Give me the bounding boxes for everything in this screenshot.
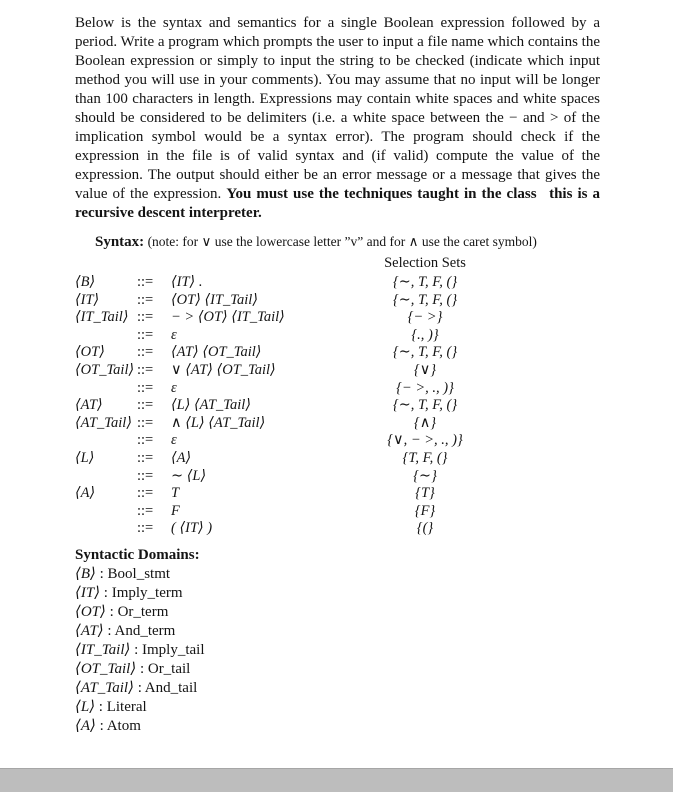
syntax-note: (note: for ∨ use the lowercase letter ”v” and for ∧ use the caret symbol): [144, 234, 537, 249]
domain-name: And_tail: [144, 679, 198, 696]
domain-nonterminal: ⟨OT_Tail⟩: [75, 660, 137, 677]
selection-set: {(}: [416, 520, 434, 537]
production-rhs: ∼ ⟨L⟩: [171, 467, 207, 484]
domain-separator: :: [95, 565, 108, 582]
production-operator: ::=: [137, 485, 154, 502]
selection-set: {F}: [414, 502, 436, 519]
selection-set: {∼, T, F, (}: [392, 344, 458, 361]
production-operator: ::=: [137, 291, 154, 308]
domain-name: And_term: [114, 622, 176, 639]
lhs-nonterminal: [75, 503, 137, 521]
lhs-nonterminal: ⟨B⟩: [75, 274, 96, 290]
production-operator: ::=: [137, 309, 154, 326]
domain-nonterminal: ⟨IT⟩: [75, 584, 101, 601]
grammar-row: [75, 397, 600, 415]
production-operator: ::=: [137, 397, 154, 414]
domain-item: [75, 641, 600, 660]
syntactic-domains-section: [75, 546, 600, 736]
production-rhs: ⟨AT⟩ ⟨OT_Tail⟩: [171, 344, 262, 361]
domain-item: [75, 679, 600, 698]
production-operator: ::=: [137, 449, 154, 466]
production-rhs: ε: [171, 326, 177, 343]
domain-item: [75, 565, 600, 584]
production-rhs: F: [171, 502, 180, 519]
domain-name: Atom: [106, 717, 141, 734]
selection-set: {∨, − >, ., )}: [387, 432, 463, 449]
production-rhs: ( ⟨IT⟩ ): [171, 520, 213, 537]
domain-separator: :: [136, 660, 148, 677]
grammar-row: [75, 327, 600, 345]
selection-set: {∼}: [413, 467, 437, 484]
domain-name: Imply_tail: [142, 641, 205, 658]
production-operator: ::=: [137, 467, 154, 484]
lhs-nonterminal: ⟨AT_Tail⟩: [75, 414, 132, 431]
lhs-nonterminal: ⟨IT_Tail⟩: [75, 309, 129, 326]
domain-item: [75, 698, 600, 717]
production-operator: ::=: [137, 432, 154, 449]
production-rhs: − > ⟨OT⟩ ⟨IT_Tail⟩: [171, 309, 285, 326]
production-rhs: ε: [171, 379, 177, 396]
production-operator: ::=: [137, 414, 154, 431]
syntax-label: Syntax:: [95, 234, 145, 250]
grammar-row: [75, 274, 600, 292]
selection-set: {∨}: [413, 361, 437, 378]
grammar-row: [75, 503, 600, 521]
lhs-nonterminal: ⟨L⟩: [75, 449, 95, 466]
domain-separator: :: [133, 679, 145, 696]
domain-name: Bool_stmt: [107, 565, 171, 582]
production-rhs: T: [171, 485, 180, 502]
lhs-nonterminal: [75, 468, 137, 486]
production-operator: ::=: [137, 361, 154, 378]
lhs-nonterminal: [75, 432, 137, 450]
domain-nonterminal: ⟨A⟩: [75, 717, 96, 734]
domain-nonterminal: ⟨OT⟩: [75, 603, 106, 620]
grammar-row: [75, 520, 600, 538]
grammar-row: [75, 485, 600, 503]
selection-sets-header: Selection Sets: [384, 255, 466, 271]
grammar-row: [75, 468, 600, 486]
lhs-nonterminal: ⟨OT_Tail⟩: [75, 361, 135, 378]
lhs-nonterminal: ⟨IT⟩: [75, 291, 100, 308]
window-footer-bar: [0, 768, 673, 792]
lhs-nonterminal: ⟨A⟩: [75, 485, 96, 502]
domain-separator: :: [105, 603, 118, 620]
assignment-paragraph: [75, 14, 600, 223]
selection-set: {∧}: [413, 414, 437, 431]
selection-set: {T}: [415, 485, 435, 502]
selection-set: {− >, ., )}: [396, 379, 454, 396]
grammar-row: [75, 450, 600, 468]
production-rhs: ∨ ⟨AT⟩ ⟨OT_Tail⟩: [171, 361, 276, 378]
domain-name: Imply_term: [111, 584, 183, 601]
domain-separator: :: [130, 641, 143, 658]
lhs-nonterminal: [75, 520, 137, 538]
production-rhs: ∧ ⟨L⟩ ⟨AT_Tail⟩: [171, 414, 266, 431]
syntax-heading: [75, 232, 600, 252]
production-rhs: ⟨OT⟩ ⟨IT_Tail⟩: [171, 291, 258, 308]
selection-set: {∼, T, F, (}: [392, 274, 458, 290]
production-operator: ::=: [137, 274, 154, 290]
production-operator: ::=: [137, 344, 154, 361]
production-rhs: ⟨A⟩: [171, 449, 192, 466]
domain-name: Or_tail: [147, 660, 191, 677]
domain-separator: :: [95, 717, 107, 734]
production-operator: ::=: [137, 520, 154, 537]
selection-set: {T, F, (}: [402, 449, 448, 466]
grammar-row: [75, 380, 600, 398]
domain-item: [75, 717, 600, 736]
domain-nonterminal: ⟨IT_Tail⟩: [75, 641, 131, 658]
domain-separator: :: [100, 584, 112, 601]
grammar-row: [75, 362, 600, 380]
selection-set: {∼, T, F, (}: [392, 291, 458, 308]
domain-item: [75, 660, 600, 679]
selection-set: {∼, T, F, (}: [392, 397, 458, 414]
grammar-table: [75, 254, 600, 538]
grammar-row: [75, 415, 600, 433]
domain-name: Literal: [106, 698, 147, 715]
production-operator: ::=: [137, 379, 154, 396]
domain-separator: :: [95, 698, 107, 715]
domain-nonterminal: ⟨B⟩: [75, 565, 96, 582]
lhs-nonterminal: ⟨OT⟩: [75, 344, 105, 361]
assignment-requirement-bold: You must use the techniques taught in the class this is a recursive descent interpreter.: [75, 186, 600, 221]
grammar-row: [75, 344, 600, 362]
domain-item: [75, 603, 600, 622]
assignment-text: Below is the syntax and semantics for a single Boolean expression followed by a period. Write a program which prompts the user to input a file name which contains the Boolean expression or simply to input the string to be checked (indicate which input method you will use in your comments). You may assume that no input will be longer than 100 characters in length. Expressions may contain white spaces and white spaces should be considered to be delimiters (i.e. a white space between the − and > of the implication symbol would be a syntax error). The program should check if the expression in the file is of valid syntax and (if valid) compute the value of the expression. The output should either be an error message or a message that gives the value of the expression.: [75, 15, 600, 202]
lhs-nonterminal: [75, 327, 137, 345]
grammar-row: [75, 309, 600, 327]
domain-item: [75, 584, 600, 603]
grammar-row: [75, 432, 600, 450]
production-operator: ::=: [137, 326, 154, 343]
domain-nonterminal: ⟨AT_Tail⟩: [75, 679, 134, 696]
selection-set: {− >}: [407, 309, 443, 326]
domain-separator: :: [103, 622, 115, 639]
syntactic-domains-title: Syntactic Domains:: [75, 546, 200, 563]
domain-nonterminal: ⟨AT⟩: [75, 622, 104, 639]
production-rhs: ⟨IT⟩ .: [171, 274, 203, 290]
lhs-nonterminal: [75, 380, 137, 398]
production-operator: ::=: [137, 502, 154, 519]
production-rhs: ⟨L⟩ ⟨AT_Tail⟩: [171, 397, 251, 414]
grammar-header-row: [75, 254, 600, 273]
domain-nonterminal: ⟨L⟩: [75, 698, 96, 715]
production-rhs: ε: [171, 432, 177, 449]
domain-name: Or_term: [117, 603, 169, 620]
lhs-nonterminal: ⟨AT⟩: [75, 397, 103, 414]
domain-item: [75, 622, 600, 641]
grammar-row: [75, 292, 600, 310]
selection-set: {., )}: [411, 326, 439, 343]
